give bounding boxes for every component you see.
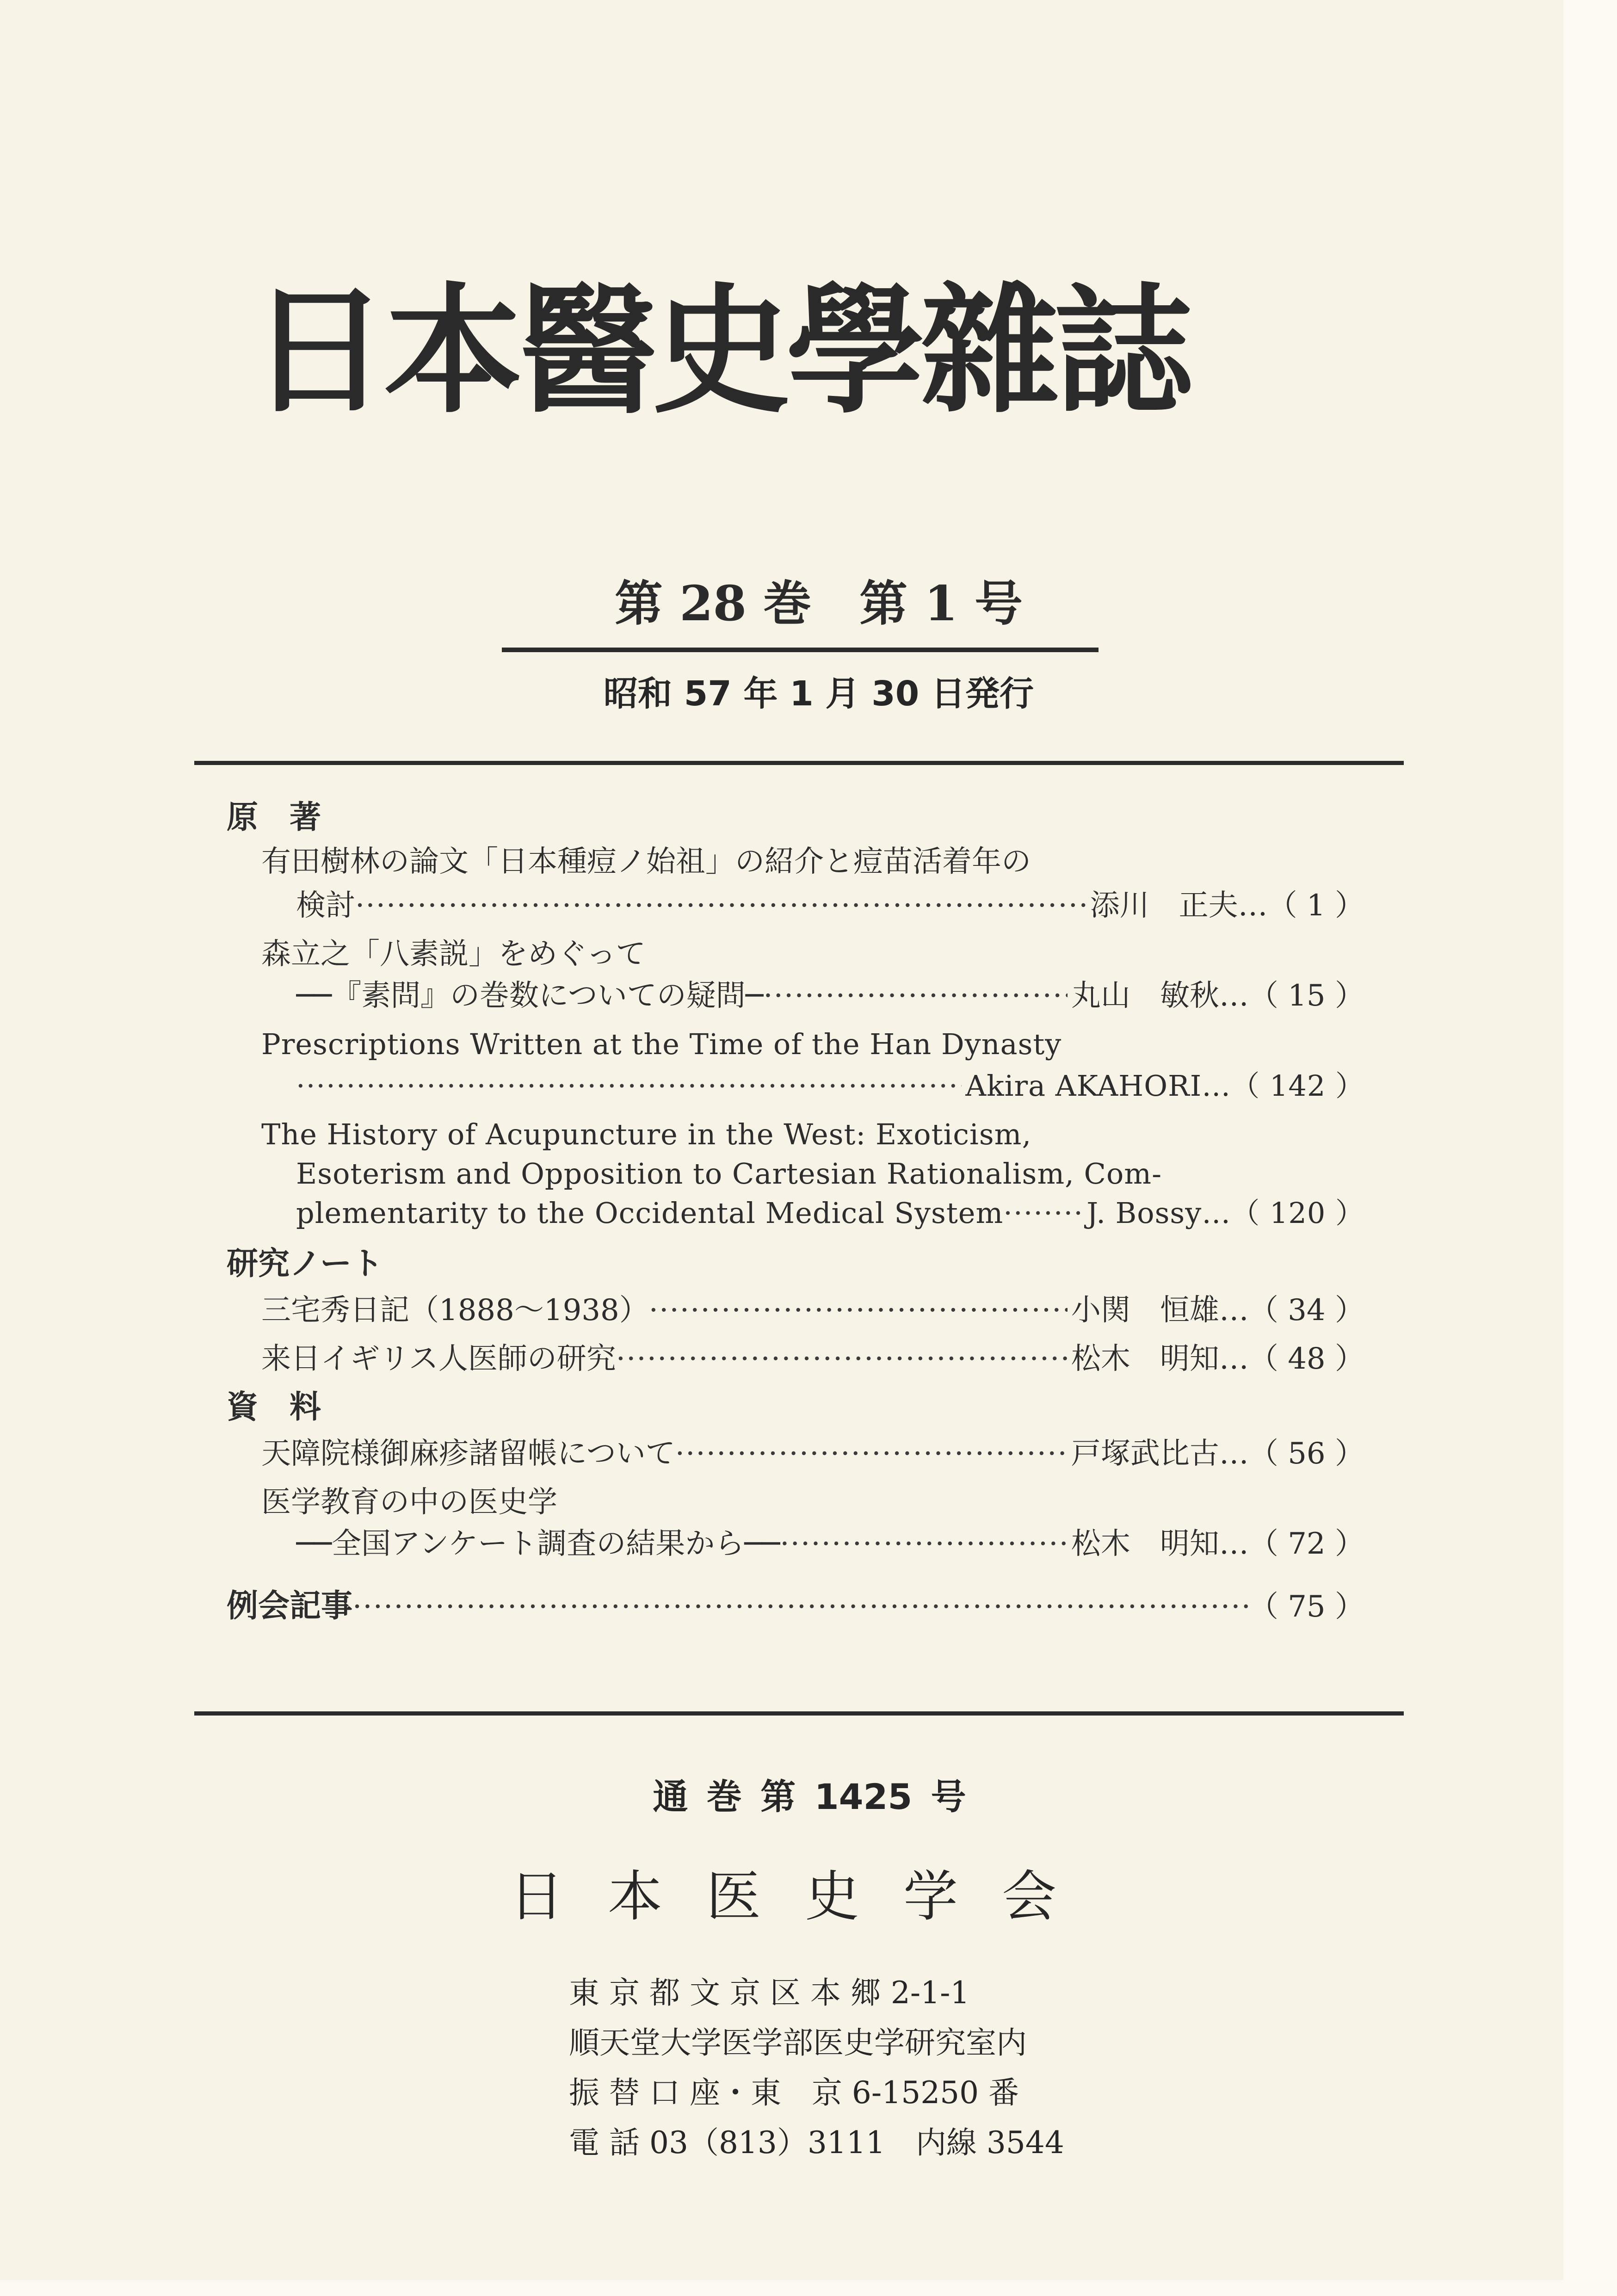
journal-title: 日本醫史學雜誌 — [250, 271, 1189, 432]
toc-entry-2-line1: 森立之「八素説」をめぐって — [261, 937, 646, 971]
publisher-name: 日本医史学会 — [509, 1864, 1100, 1928]
leader-dots — [649, 1288, 1068, 1333]
toc-entry-1-line1: 有田樹林の論文「日本種痘ノ始祖」の紹介と痘苗活着年の — [261, 845, 1031, 879]
leader-dots — [1003, 1191, 1083, 1235]
address-line-3: 振 替 口 座・東 京 6-15250 番 — [569, 2075, 1019, 2111]
toc-entry-5-title: 三宅秀日記（1888～1938） — [261, 1293, 649, 1327]
toc-entry-1-page: …（ 1 ） — [1238, 889, 1364, 923]
toc-entry-6[interactable] — [261, 1337, 1364, 1381]
toc-entry-2[interactable] — [296, 974, 1364, 1018]
toc-entry-5-page: …（ 34 ） — [1219, 1293, 1364, 1327]
toc-entry-8[interactable] — [296, 1522, 1364, 1566]
toc-entry-5-author: 小関 恒雄 — [1071, 1293, 1219, 1327]
toc-entry-3-author: Akira AKAHORI — [965, 1069, 1202, 1103]
volume-number: 第 28 巻 第 1 号 — [615, 575, 1023, 632]
toc-meeting-reports[interactable] — [227, 1584, 1364, 1629]
toc-entry-1-author: 添川 正夫 — [1090, 889, 1238, 923]
section-heading-meeting-reports: 例会記事 — [227, 1588, 353, 1624]
leader-dots — [780, 1522, 1068, 1566]
toc-entry-2-page: …（ 15 ） — [1219, 979, 1364, 1013]
paper-edge — [1563, 0, 1617, 2296]
toc-entry-7-author: 戸塚武比古 — [1071, 1437, 1219, 1471]
toc-entry-8-line1: 医学教育の中の医史学 — [261, 1485, 557, 1519]
toc-entry-3-page: …（ 142 ） — [1202, 1069, 1364, 1103]
toc-meeting-reports-page: （ 75 ） — [1248, 1590, 1364, 1624]
section-heading-research-notes: 研究ノート — [227, 1246, 383, 1282]
toc-entry-8-line2: ──全国アンケート調査の結果から── — [296, 1527, 780, 1561]
publisher-address — [569, 1968, 1078, 2168]
toc-entry-3[interactable] — [296, 1064, 1364, 1108]
leader-dots — [675, 1432, 1068, 1476]
total-issue-number: 通 巻 第 1425 号 — [653, 1776, 966, 1817]
address-line-1: 東 京 都 文 京 区 本 郷 2-1-1 — [569, 1975, 970, 2011]
issue-date: 昭和 57 年 1 月 30 日発行 — [603, 674, 1034, 714]
toc-entry-7[interactable] — [261, 1432, 1364, 1476]
address-line-2: 順天堂大学医学部医史学研究室内 — [569, 2025, 1027, 2061]
leader-dots — [763, 974, 1068, 1018]
toc-entry-1-line2: 検討 — [296, 889, 355, 923]
toc-entry-6-page: …（ 48 ） — [1219, 1342, 1364, 1376]
leader-dots — [352, 1585, 1249, 1629]
address-line-4: 電 話 03（813）3111 内線 3544 — [569, 2125, 1064, 2160]
toc-top-rule — [194, 761, 1404, 765]
toc-entry-2-author: 丸山 敏秋 — [1071, 979, 1219, 1013]
toc-entry-7-page: …（ 56 ） — [1219, 1437, 1364, 1471]
toc-entry-6-author: 松木 明知 — [1071, 1342, 1219, 1376]
toc-entry-8-page: …（ 72 ） — [1219, 1527, 1364, 1561]
toc-entry-4-line2: Esoterism and Opposition to Cartesian Rationalism, Com- — [296, 1157, 1162, 1191]
toc-entry-4-page: …（ 120 ） — [1202, 1196, 1364, 1230]
toc-entry-7-title: 天障院様御麻疹諸留帳について — [261, 1437, 675, 1471]
section-heading-materials: 資 料 — [227, 1389, 321, 1426]
volume-rule — [502, 648, 1099, 652]
toc-entry-5[interactable] — [261, 1288, 1364, 1333]
leader-dots — [355, 883, 1086, 928]
toc-bottom-rule — [194, 1711, 1404, 1716]
toc-entry-2-line2: ──『素問』の巻数についての疑問─ — [296, 979, 764, 1013]
leader-dots — [296, 1064, 962, 1108]
leader-dots — [616, 1337, 1068, 1381]
toc-entry-3-line1: Prescriptions Written at the Time of the Han Dynasty — [261, 1027, 1062, 1061]
toc-entry-8-author: 松木 明知 — [1071, 1527, 1219, 1561]
paper-bottom-edge — [0, 2280, 1617, 2296]
toc-entry-6-title: 来日イギリス人医師の研究 — [261, 1342, 616, 1376]
toc-entry-4-line3: plementarity to the Occidental Medical System — [296, 1196, 1004, 1230]
toc-entry-4[interactable] — [296, 1191, 1364, 1235]
toc-entry-1[interactable] — [296, 883, 1364, 928]
section-heading-original-articles: 原 著 — [227, 799, 321, 836]
toc-entry-4-author: J. Bossy — [1086, 1196, 1202, 1230]
toc-entry-4-line1: The History of Acupuncture in the West: Exoticism, — [261, 1117, 1032, 1151]
